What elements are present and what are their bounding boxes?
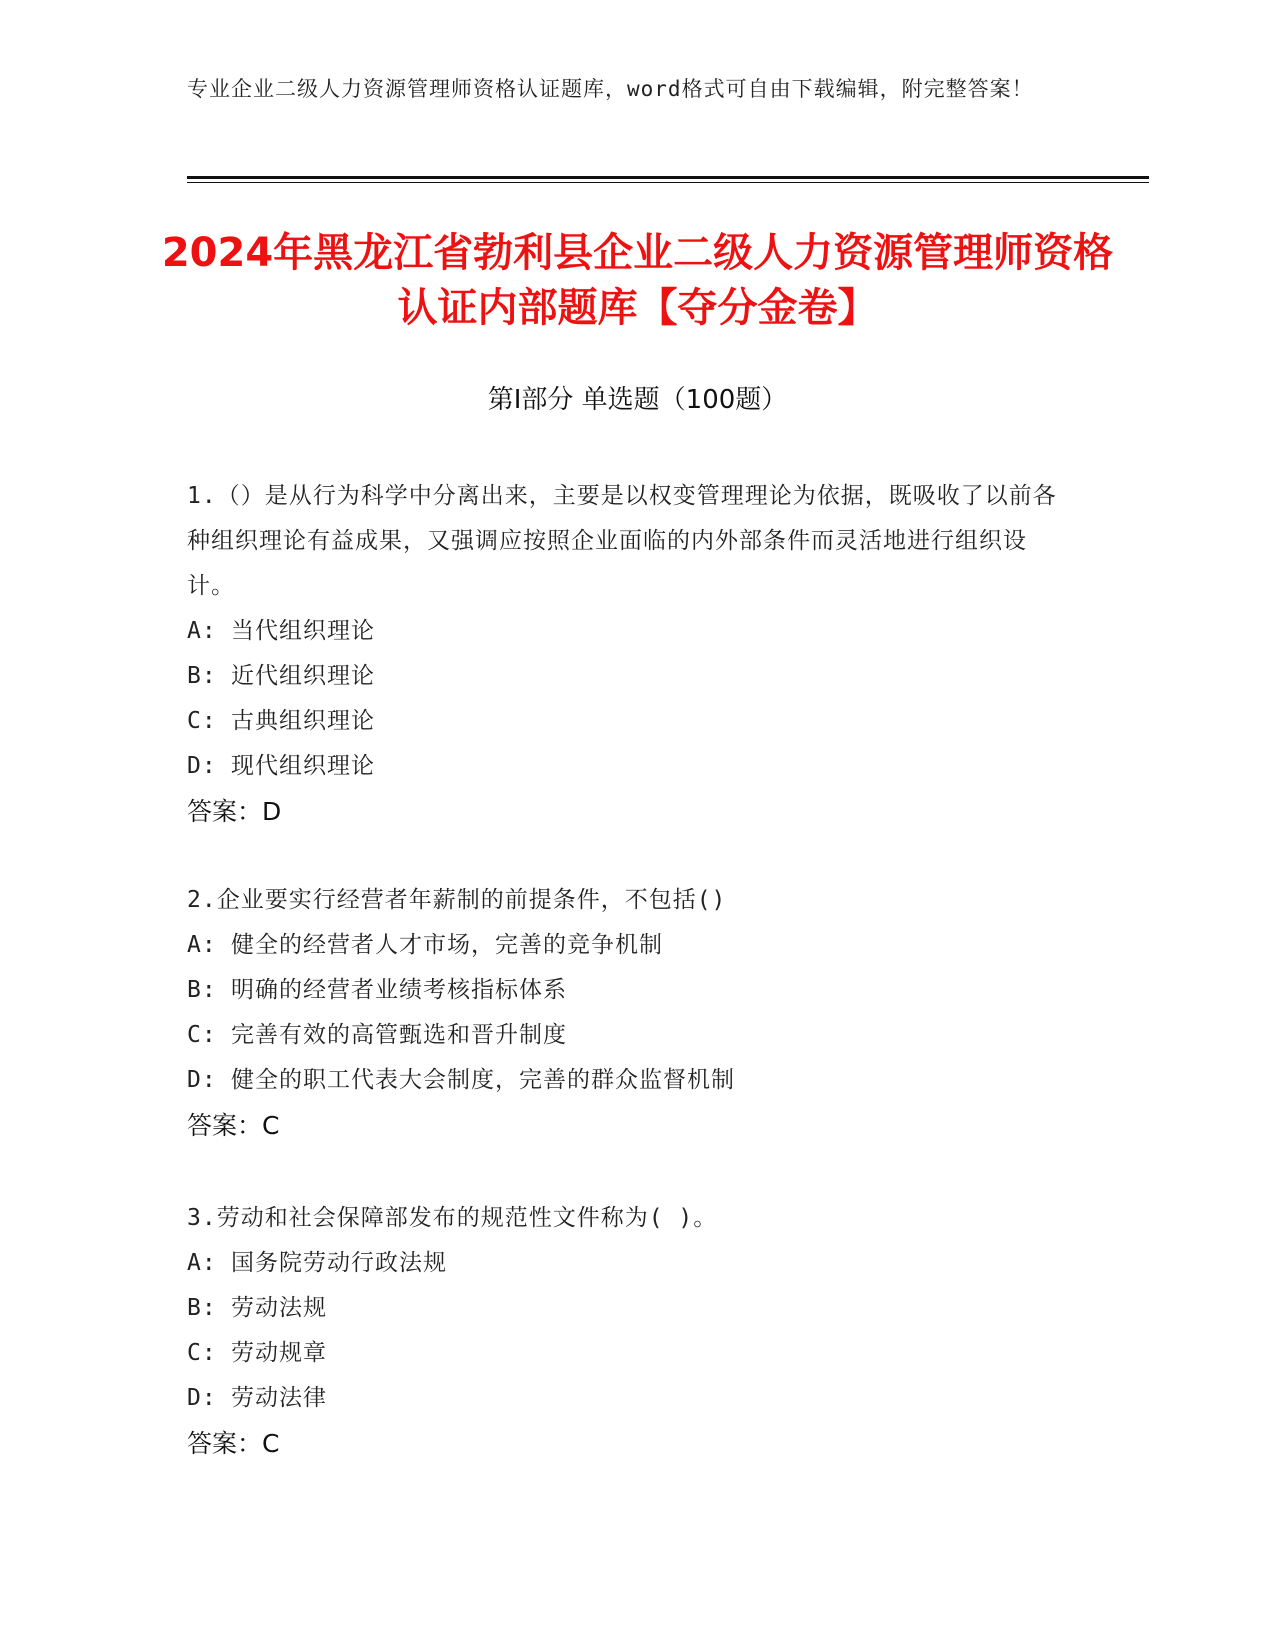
header-rule-thick: [187, 176, 1149, 179]
option-letter: D:: [187, 1385, 217, 1411]
option-b: [187, 968, 1067, 1013]
option-text: 劳动法律: [231, 1385, 327, 1411]
option-c: [187, 1331, 1067, 1376]
option-b: [187, 1286, 1067, 1331]
option-text: 劳动规章: [231, 1340, 327, 1366]
option-letter: B:: [187, 977, 217, 1003]
option-letter: D:: [187, 753, 217, 779]
question-3: [187, 1196, 1067, 1466]
option-d: [187, 744, 1067, 789]
option-a: [187, 1241, 1067, 1286]
option-letter: D:: [187, 1067, 217, 1093]
question-1: [187, 474, 1067, 834]
option-letter: A:: [187, 618, 217, 644]
option-letter: C:: [187, 1340, 217, 1366]
option-b: [187, 654, 1067, 699]
question-stem: 3.劳动和社会保障部发布的规范性文件称为( )。: [187, 1205, 718, 1231]
question-2: [187, 878, 1067, 1148]
option-text: 健全的经营者人才市场，完善的竞争机制: [231, 932, 663, 958]
document-title: 2024年黑龙江省勃利县企业二级人力资源管理师资格认证内部题库【夺分金卷】: [161, 230, 1114, 331]
question-stem: 2.企业要实行经营者年薪制的前提条件，不包括(): [187, 887, 727, 913]
option-letter: C:: [187, 708, 217, 734]
header-rule-thin: [187, 182, 1149, 183]
option-c: [187, 1013, 1067, 1058]
option-text: 健全的职工代表大会制度，完善的群众监督机制: [231, 1067, 735, 1093]
section-title: 第Ⅰ部分 单选题（100题）: [487, 385, 788, 415]
option-text: 近代组织理论: [231, 663, 375, 689]
option-text: 完善有效的高管甄选和晋升制度: [231, 1022, 567, 1048]
option-text: 国务院劳动行政法规: [231, 1250, 447, 1276]
option-text: 劳动法规: [231, 1295, 327, 1321]
answer: 答案：D: [187, 797, 282, 826]
option-a: [187, 609, 1067, 654]
answer: 答案：C: [187, 1429, 280, 1458]
option-letter: A:: [187, 932, 217, 958]
option-text: 明确的经营者业绩考核指标体系: [231, 977, 567, 1003]
option-text: 现代组织理论: [231, 753, 375, 779]
option-text: 古典组织理论: [231, 708, 375, 734]
option-a: [187, 923, 1067, 968]
option-letter: C:: [187, 1022, 217, 1048]
option-letter: B:: [187, 1295, 217, 1321]
option-text: 当代组织理论: [231, 618, 375, 644]
option-letter: B:: [187, 663, 217, 689]
header-note: 专业企业二级人力资源管理师资格认证题库，word格式可自由下载编辑，附完整答案！: [187, 77, 1034, 101]
option-letter: A:: [187, 1250, 217, 1276]
option-d: [187, 1058, 1067, 1103]
option-c: [187, 699, 1067, 744]
option-d: [187, 1376, 1067, 1421]
question-stem: 1.（）是从行为科学中分离出来，主要是以权变管理理论为依据，既吸收了以前各种组织理论有益成果，又强调应按照企业面临的内外部条件而灵活地进行组织设计。: [187, 483, 1057, 599]
answer: 答案：C: [187, 1111, 280, 1140]
